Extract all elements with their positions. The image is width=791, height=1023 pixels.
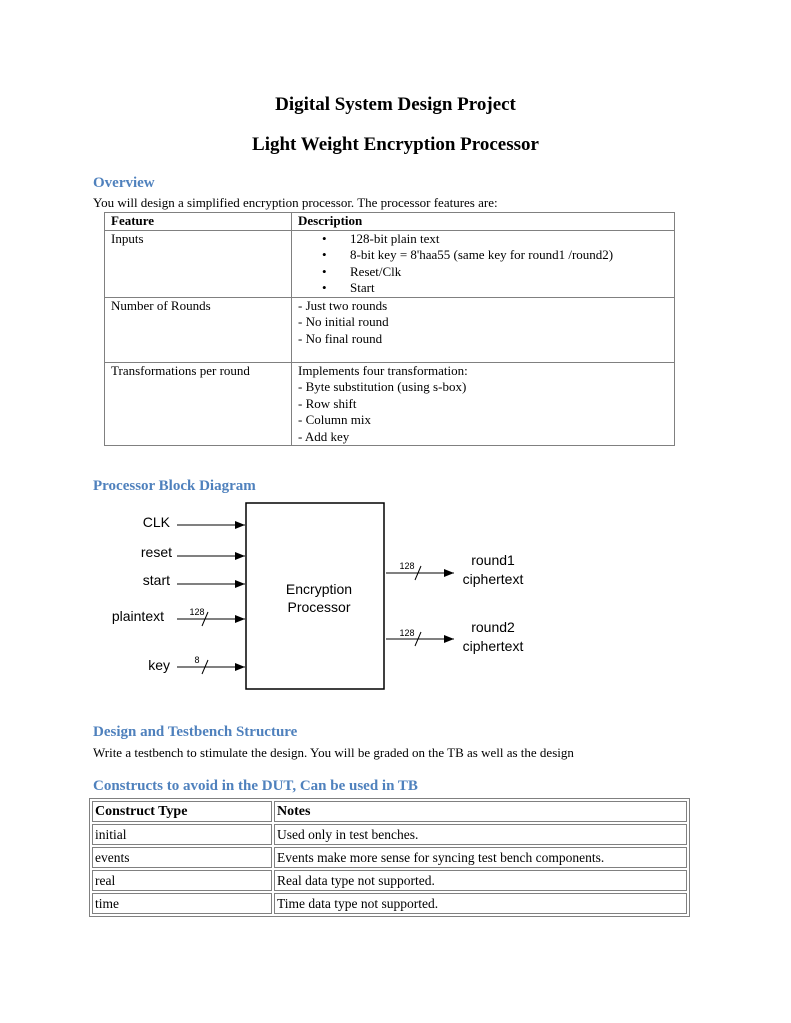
construct-cell: initial: [92, 824, 272, 845]
text-line: - Just two rounds: [298, 297, 388, 313]
table-row: [92, 893, 687, 914]
description-cell: [292, 297, 675, 362]
column-header-feature: Feature: [105, 213, 292, 231]
column-header-notes: Notes: [274, 801, 687, 822]
features-table: [104, 212, 675, 446]
feature-cell: Inputs: [105, 230, 292, 297]
list-item: • Reset/Clk: [350, 264, 668, 281]
round1-label: round1: [471, 552, 515, 568]
table-header-row: [92, 801, 687, 822]
text-line: - Byte substitution (using s-box): [298, 379, 467, 394]
column-header-description: Description: [292, 213, 675, 231]
inputs-bullet-list: [298, 231, 668, 297]
list-item: • 128-bit plain text: [350, 231, 668, 248]
feature-cell: Number of Rounds: [105, 297, 292, 362]
plaintext-width-label: 128: [189, 607, 205, 617]
table-row: [92, 824, 687, 845]
key-label: key: [148, 657, 170, 673]
table-row: [105, 362, 675, 446]
round2-label: round2: [471, 619, 515, 635]
text-line: - Column mix: [298, 412, 371, 427]
notes-cell: Events make more sense for syncing test bench components.: [274, 847, 687, 868]
notes-cell: Time data type not supported.: [274, 893, 687, 914]
round2-width-label: 128: [399, 628, 415, 638]
notes-cell: Used only in test benches.: [274, 824, 687, 845]
description-cell: [292, 362, 675, 446]
page-subtitle: Light Weight Encryption Processor: [252, 134, 539, 155]
round2-label: ciphertext: [462, 638, 524, 654]
feature-cell: Transformations per round: [105, 362, 292, 446]
block-diagram-heading: Processor Block Diagram: [93, 478, 256, 494]
notes-cell: Real data type not supported.: [274, 870, 687, 891]
description-cell: [292, 230, 675, 297]
design-heading: Design and Testbench Structure: [93, 724, 298, 740]
page-title: Digital System Design Project: [275, 94, 516, 115]
table-row: [92, 847, 687, 868]
list-item: • 8-bit key = 8'haa55 (same key for round1 /round2): [350, 247, 668, 264]
text-line: - No initial round: [298, 314, 389, 329]
table-header-row: [105, 213, 675, 231]
text-line: - No final round: [298, 330, 383, 346]
text-line: - Row shift: [298, 395, 357, 411]
constructs-table: [89, 798, 690, 917]
text-line: Implements four transformation:: [298, 362, 468, 378]
construct-cell: time: [92, 893, 272, 914]
list-item: • Start: [350, 280, 668, 297]
design-text: Write a testbench to stimulate the design. You will be graded on the TB as well as the design: [93, 745, 574, 760]
construct-cell: events: [92, 847, 272, 868]
key-width-label: 8: [194, 655, 200, 665]
construct-cell: real: [92, 870, 272, 891]
column-header-construct-type: Construct Type: [92, 801, 272, 822]
overview-intro: You will design a simplified encryption processor. The processor features are:: [93, 195, 498, 210]
round1-label: ciphertext: [462, 571, 524, 587]
overview-heading: Overview: [93, 175, 155, 191]
block-diagram: [100, 498, 540, 698]
plaintext-label: plaintext: [111, 608, 164, 624]
reset-label: reset: [140, 544, 172, 560]
start-label: start: [142, 572, 170, 588]
constructs-heading: Constructs to avoid in the DUT, Can be used in TB: [93, 778, 418, 794]
round1-width-label: 128: [399, 561, 415, 571]
text-line: - Add key: [298, 428, 350, 444]
block-label: Encryption: [285, 581, 353, 597]
clk-label: CLK: [142, 514, 170, 530]
table-row: [92, 870, 687, 891]
table-row: [105, 297, 675, 362]
table-row: [105, 230, 675, 297]
block-label: Processor: [287, 599, 351, 615]
